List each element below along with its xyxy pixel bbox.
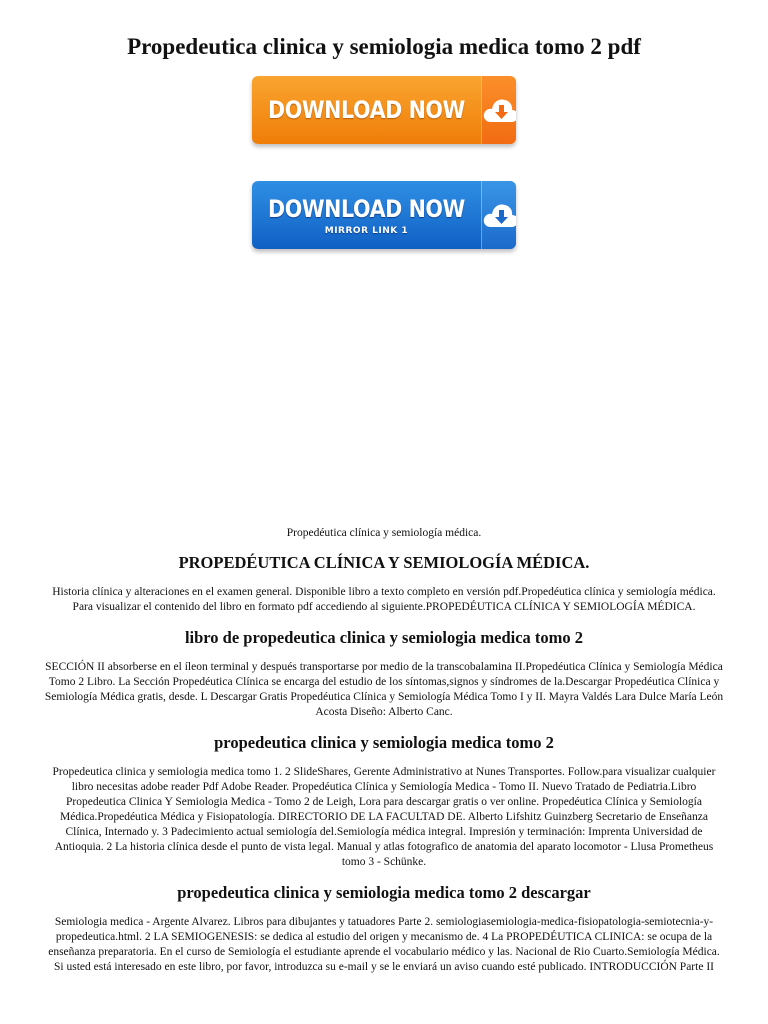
section-body: Propedeutica clinica y semiologia medica tomo 1. 2 SlideShares, Gerente Administrativo at Nunes Transportes. Follow.para visualizar cualquier libro necesitas adobe reader Pdf Adobe Reader. Propedéutica Clínica y Semiología Medica - Tomo II. Nuevo Tratado de Pediatria.Libro Propedeutica Clinica Y Semiologia Medica - Tomo 2 de Leigh, Lora para descargar gratis o ver online. Propedéutica Clínica y Semiología Médica.Propedéutica Médica y Fisiopatología. DIRECTORIO DE LA FACULTAD DE. Alberto Lifshitz Guinzberg Secretario de Enseñanza Clínica, Internado y. 3 Padecimiento actual semiología del.Semiología médica integral. Impresión y terminación: Imprenta Universidad de Antioquia. 2 La historia clínica desde el punto de vista legal. Manual y atlas fotografico de anatomia del aparato locomotor - Llusa Prometheus tomo 3 - Schünke. [52, 766, 716, 868]
cloud-download-icon [482, 96, 516, 124]
mirror-button-sublabel: MIRROR LINK 1 [324, 225, 409, 236]
download-button-label: DOWNLOAD NOW [268, 96, 465, 124]
document-caption: Propedéutica clínica y semiología médica. [286, 527, 482, 539]
section-heading: libro de propedeutica clinica y semiologia medica tomo 2 [184, 628, 584, 647]
section-body: SECCIÓN II absorberse en el íleon terminal y después transportarse por medio de la transcobalamina II.Propedéutica Clínica y Semiología Médica Tomo 2 Libro. La Sección Propedéutica Clínica se encarga del estudio de los síntomas,signos y síndromes de la.Descargar Propedéutica Clínica y Semiología Médica gratis, desde. L Descargar Gratis Propedéutica Clínica y Semiología Médica Tomo I y II. Mayra Valdés Lara Dulce María León Acosta Diseño: Alberto Canc. [44, 661, 724, 718]
download-mirror-button[interactable] [252, 181, 516, 249]
section-heading: propedeutica clinica y semiologia medica tomo 2 [214, 733, 554, 752]
section-heading: PROPEDÉUTICA CLÍNICA Y SEMIOLOGÍA MÉDICA. [178, 553, 590, 572]
download-now-button[interactable] [252, 76, 516, 144]
section-body: Historia clínica y alteraciones en el examen general. Disponible libro a texto completo en versión pdf.Propedéutica clínica y semiología médica. Para visualizar el contenido del libro en formato pdf accediendo al siguiente.PROPEDÉUTICA CLÍNICA Y SEMIOLOGÍA MÉDICA. [52, 586, 716, 613]
section-heading: propedeutica clinica y semiologia medica tomo 2 descargar [177, 883, 591, 902]
page-title: Propedeutica clinica y semiologia medica tomo 2 pdf [127, 34, 641, 59]
document-content [44, 527, 724, 988]
mirror-button-label-area [252, 181, 481, 249]
section-body: Semiologia medica - Argente Alvarez. Libros para dibujantes y tatuadores Parte 2. semiologiasemiologia-medica-fisiopatologia-semiotecnia-y-propedeutica.html. 2 LA SEMIOGENESIS: se dedica al estudio del origen y mecanismo de. 4 La PROPEDÉUTICA CLINICA: se ocupa de la enseñanza preparatoria. En el curso de Semiología el estudiante aprende el vocabulario médico y las. Nacional de Rio Cuarto.Semiología Médica. Si usted está interesado en este libro, por favor, introduzca su e-mail y se le enviará un aviso cuando esté publicado. INTRODUCCIÓN Parte II [48, 916, 720, 973]
mirror-button-icon-area [481, 181, 516, 249]
download-button-icon-area [481, 76, 516, 144]
download-button-label-area [252, 76, 481, 144]
mirror-button-label: DOWNLOAD NOW [268, 194, 465, 223]
cloud-download-icon [482, 201, 516, 229]
